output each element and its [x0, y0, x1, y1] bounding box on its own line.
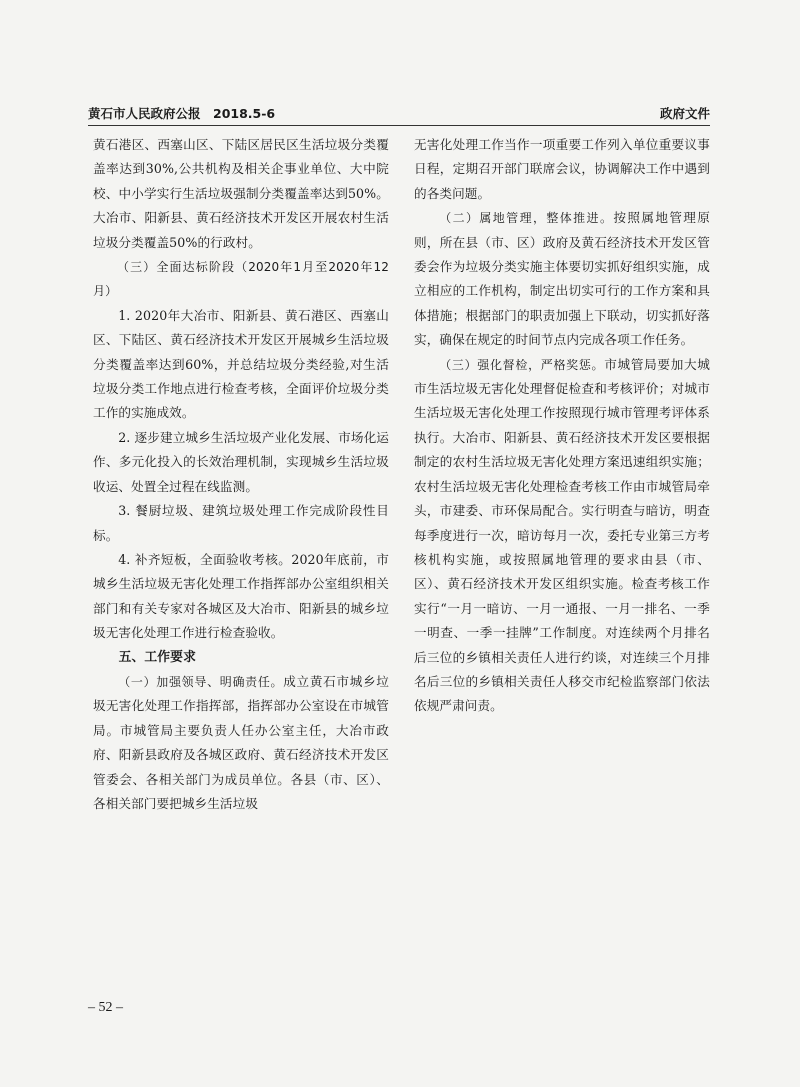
- left-column: [93, 133, 389, 816]
- running-header: [88, 104, 710, 124]
- stage3-item-3: 3. 餐厨垃圾、建筑垃圾处理工作完成阶段性目标。: [93, 503, 389, 543]
- page-number: – 52 –: [88, 1000, 123, 1015]
- header-rule: [88, 125, 710, 126]
- stage3-item-1: 1. 2020年大冶市、阳新县、黄石港区、西塞山区、下陆区、黄石经济技术开发区开展城乡生活垃圾分类覆盖率达到60%，并总结垃圾分类经验,对生活垃圾分类工作地点进行检查考核，全面评价垃圾分类工作的实施成效。: [93, 307, 389, 421]
- stage3-heading: （三）全面达标阶段（2020年1月至2020年12月）: [93, 260, 389, 299]
- requirement-1: [93, 670, 389, 816]
- section-5-heading: 五、工作要求: [118, 649, 196, 665]
- requirement-3-lead: （三）强化督检，严格奖惩。: [439, 357, 605, 372]
- stage3-item-4: 4. 补齐短板，全面验收考核。2020年底前，市城乡生活垃圾无害化处理工作指挥部办公室组织相关部门和有关专家对各城区及大冶市、阳新县的城乡垃圾无害化处理工作进行检查验收。: [93, 551, 389, 641]
- requirement-3: [414, 353, 710, 719]
- requirement-2-body: 按照属地管理原则，所在县（市、区）政府及黄石经济技术开发区管委会作为垃圾分类实施主体要切实抓好组织实施，成立相应的工作机构，制定出切实可行的工作方案和具体措施；根据部门的职责加强上下联动，切实抓好落实，确保在规定的时间节点内完成各项工作任务。: [414, 210, 710, 348]
- paragraph-continuation: 无害化处理工作当作一项重要工作列入单位重要议事日程，定期召开部门联席会议，协调解决工作中遇到的各类问题。: [414, 137, 710, 201]
- requirement-2: [414, 206, 710, 352]
- paragraph-coverage-targets: 黄石港区、西塞山区、下陆区居民区生活垃圾分类覆盖率达到30%,公共机构及相关企事业单位、大中院校、中小学实行生活垃圾强制分类覆盖率达到50%。大冶市、阳新县、黄石经济技术开发区开展农村生活垃圾分类覆盖50%的行政村。: [93, 137, 389, 250]
- section-name: 政府文件: [659, 106, 710, 121]
- stage3-item-2: 2. 逐步建立城乡生活垃圾产业化发展、市场化运作、多元化投入的长效治理机制，实现城乡生活垃圾收运、处置全过程在线监测。: [93, 429, 389, 494]
- requirement-2-lead: （二）属地管理，整体推进。: [439, 211, 614, 226]
- bulletin-title: 黄石市人民政府公报 2018.5-6: [88, 106, 276, 121]
- right-column: [414, 133, 710, 719]
- requirement-1-lead: （一）加强领导、明确责任。: [118, 674, 284, 689]
- requirement-1-body: 成立黄石市城乡垃圾无害化处理工作指挥部，指挥部办公室设在市城管局。市城管局主要负责人任办公室主任，大冶市政府、阳新县政府及各城区政府、黄石经济技术开发区管委会、各相关部门为成员单位。各县（市、区）、各相关部门要把城乡生活垃圾: [93, 673, 389, 811]
- requirement-3-body: 市城管局要加大城市生活垃圾无害化处理督促检查和考核评价；对城市生活垃圾无害化处理工作按照现行城市管理考评体系执行。大冶市、阳新县、黄石经济技术开发区要根据制定的农村生活垃圾无害化处理方案迅速组织实施；农村生活垃圾无害化处理检查考核工作由市城管局牵头，市建委、市环保局配合。实行明查与暗访，明查每季度进行一次，暗访每月一次，委托专业第三方考核机构实施，或按照属地管理的要求由县（市、区）、黄石经济技术开发区组织实施。检查考核工作实行“一月一暗访、一月一通报、一月一排名、一季一明查、一季一挂牌”工作制度。对连续两个月排名后三位的乡镇相关责任人进行约谈，对连续三个月排名后三位的乡镇相关责任人移交市纪检监察部门依法依规严肃问责。: [414, 356, 710, 714]
